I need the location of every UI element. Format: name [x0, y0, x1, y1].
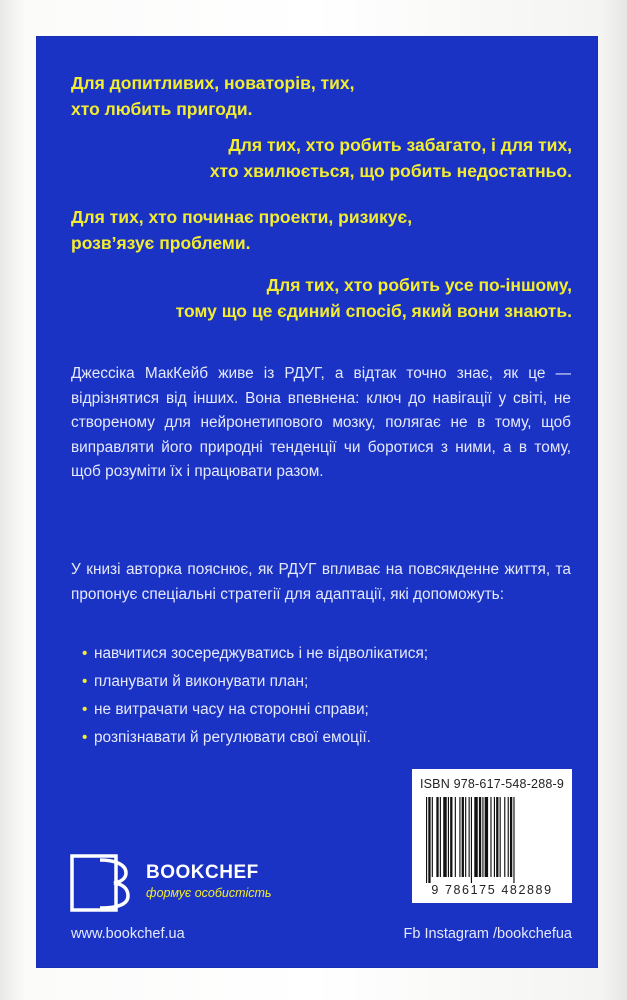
publisher-social[interactable]: Fb Instagram /bookchefua: [403, 926, 572, 942]
isbn-text: ISBN 978-617-548-288-9: [419, 777, 565, 791]
description-paragraph-2: У книзі авторка пояснює, як РДУГ впливає на повсякденне життя, та пропонує спеціальні стратегії для адаптації, які допоможуть:: [71, 561, 571, 603]
tagline-overworkers: Для тих, хто робить забагато, і для тих, хто хвилюється, що робить недостатньо.: [209, 135, 572, 181]
list-item: • планувати й виконувати план;: [82, 668, 428, 696]
tagline-curious: Для допитливих, новаторів, тих, хто любить пригоди.: [71, 73, 355, 119]
tagline-starters: Для тих, хто починає проекти, ризикує, розв’язує проблеми.: [71, 207, 413, 253]
publisher-website[interactable]: www.bookchef.ua: [71, 926, 185, 942]
publisher-slogan: формує особистість: [146, 886, 272, 900]
barcode-icon: [424, 797, 560, 883]
list-item: • навчитися зосереджуватись і не відволікатися;: [82, 640, 428, 668]
description-paragraph-1: Джессіка МакКейб живе із РДУГ, а відтак точно знає, як це — відрізнятися від інших. Вона впевнена: ключ до навігації у світі, не створеному для нейронетипового мозку, полягає не в тому, щоб виправляти його природні тенденції чи боротися з ними, а в тому, щоб розуміти їх і працювати разом.: [71, 365, 571, 480]
list-item: • не витрачати часу на сторонні справи;: [82, 696, 428, 724]
tagline-different: Для тих, хто робить усе по-іншому, тому що це єдиний спосіб, який вони знають.: [175, 275, 572, 321]
publisher-name: BOOKCHEF: [146, 862, 259, 883]
book-back-cover: [36, 36, 598, 968]
barcode-digits: 9 786175 482889: [431, 883, 553, 897]
list-item: • розпізнавати й регулювати свої емоції.: [82, 724, 428, 752]
bookchef-logo-icon: [70, 854, 130, 912]
strategies-list: [82, 640, 428, 752]
barcode-label: [412, 769, 572, 903]
